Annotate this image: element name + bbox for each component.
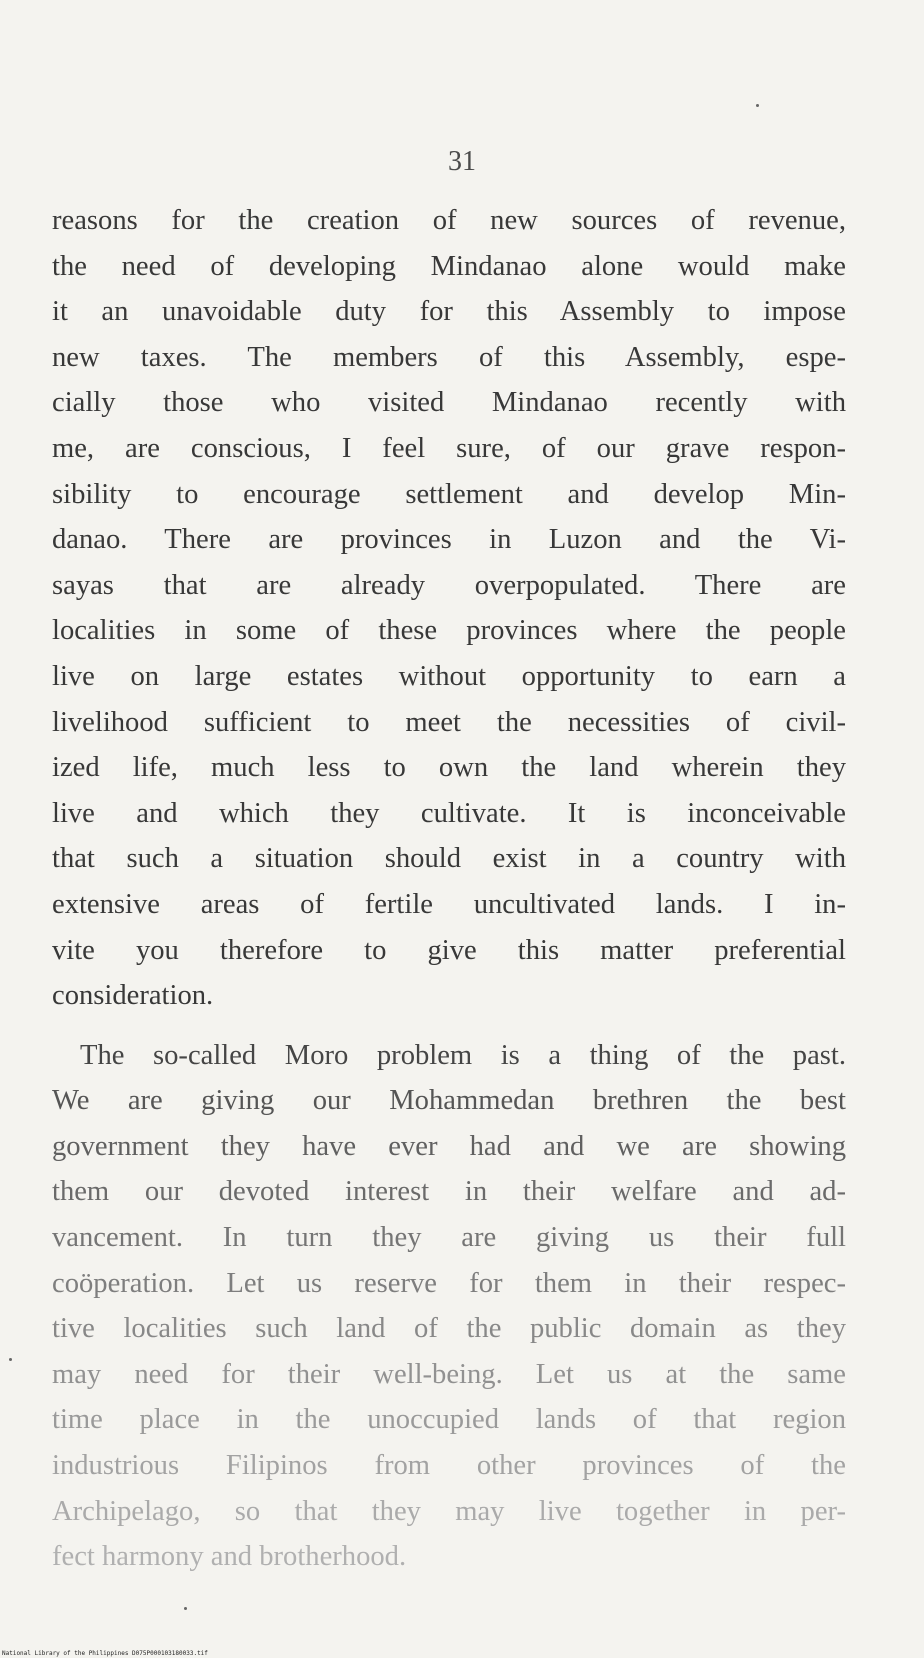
page-number: 31 (448, 146, 476, 177)
scan-speck (756, 104, 759, 107)
text-line: danao. There are provinces in Luzon and the Vi- (52, 524, 846, 556)
text-line: me, are conscious, I feel sure, of our grave respon- (52, 432, 846, 464)
text-line: fect harmony and brotherhood. (52, 1541, 407, 1573)
text-line: that such a situation should exist in a country with (52, 843, 846, 875)
text-line: government they have ever had and we are showing (52, 1130, 846, 1162)
paragraph-1 (52, 198, 846, 1019)
text-line: them our devoted interest in their welfare and ad- (52, 1176, 846, 1208)
text-line: We are giving our Mohammedan brethren the best (52, 1085, 846, 1117)
text-line: live and which they cultivate. It is inconceivable (52, 797, 846, 829)
text-line: it an unavoidable duty for this Assembly to impose (52, 296, 846, 328)
text-line: vancement. In turn they are giving us their full (52, 1222, 846, 1254)
text-line: reasons for the creation of new sources of revenue, (52, 205, 846, 236)
text-line: coöperation. Let us reserve for them in their respec- (52, 1267, 846, 1299)
text-line: the need of developing Mindanao alone would make (52, 250, 846, 282)
paragraph-2 (52, 1033, 846, 1580)
text-line: live on large estates without opportunity to earn a (52, 660, 846, 692)
text-line: may need for their well-being. Let us at the same (52, 1358, 846, 1390)
text-line: livelihood sufficient to meet the necessities of civil- (52, 706, 846, 738)
text-line: extensive areas of fertile uncultivated lands. I in- (52, 888, 846, 920)
text-line: industrious Filipinos from other provinces of the (52, 1450, 846, 1482)
text-line: cially those who visited Mindanao recently with (52, 387, 846, 419)
scan-speck (184, 1607, 187, 1610)
text-line: new taxes. The members of this Assembly, espe- (52, 341, 846, 373)
text-line: tive localities such land of the public domain as they (52, 1313, 846, 1345)
body-text (52, 198, 846, 1580)
text-line: sibility to encourage settlement and develop Min- (52, 478, 846, 510)
text-line: ized life, much less to own the land wherein they (52, 752, 846, 784)
scan-footer: National Library of the Philippines D075P000103180033.tif (2, 1650, 208, 1657)
text-line: The so-called Moro problem is a thing of the past. (80, 1039, 846, 1071)
text-line: time place in the unoccupied lands of that region (52, 1404, 846, 1436)
scan-speck (9, 1358, 12, 1361)
text-line: consideration. (52, 980, 214, 1012)
text-line: Archipelago, so that they may live together in per- (52, 1495, 846, 1527)
text-line: localities in some of these provinces where the people (52, 615, 846, 647)
text-line: vite you therefore to give this matter preferential (52, 934, 846, 966)
text-line: sayas that are already overpopulated. There are (52, 569, 846, 601)
